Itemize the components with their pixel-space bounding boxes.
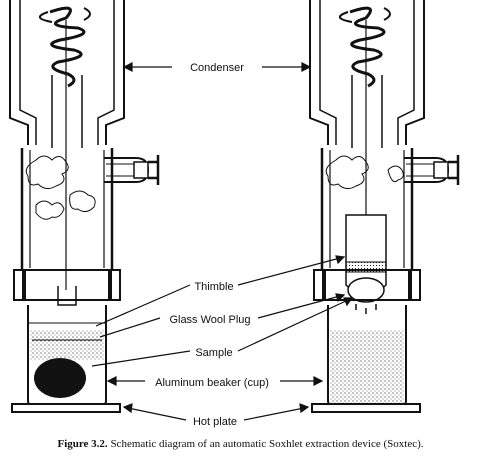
caption-text: Schematic diagram of an automatic Soxhlet extraction device (Soxtec). (110, 438, 424, 450)
figure-number: Figure 3.2. (57, 438, 108, 450)
label-glass-wool-plug: Glass Wool Plug (169, 314, 251, 326)
left-hot-plate (12, 404, 120, 412)
left-condenser-coil (50, 8, 84, 86)
label-sample: Sample (195, 347, 233, 359)
leader-lines (92, 63, 352, 420)
left-sample-blob (34, 358, 86, 398)
label-condenser: Condenser (190, 62, 244, 74)
left-apparatus (10, 0, 158, 408)
right-hot-plate (312, 404, 420, 412)
label-aluminum-beaker: Aluminum beaker (cup) (155, 377, 269, 389)
label-thimble: Thimble (194, 281, 234, 293)
right-apparatus (310, 0, 458, 408)
right-cup-solvent (330, 330, 404, 404)
figure-caption (0, 438, 481, 450)
label-hot-plate: Hot plate (192, 416, 238, 428)
right-condenser-coil (350, 8, 384, 86)
